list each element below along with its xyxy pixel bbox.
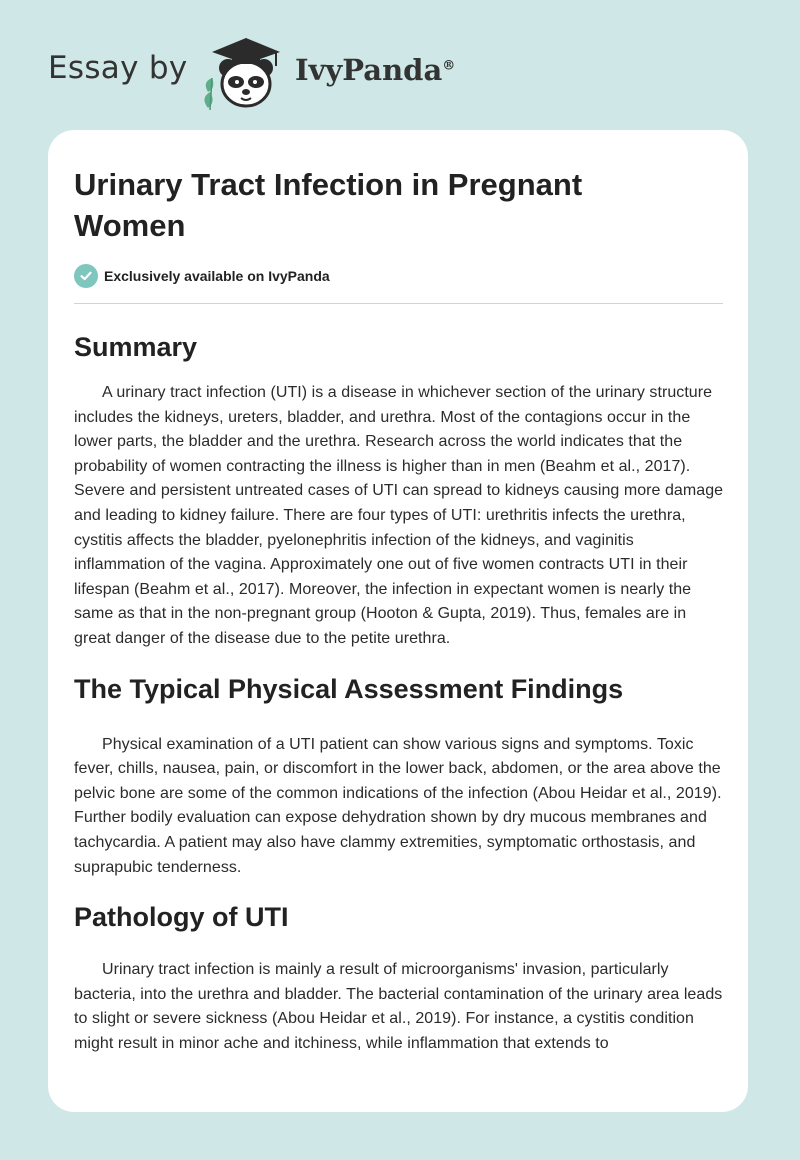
essay-card <box>48 130 748 1112</box>
section-paragraph-assessment: Physical examination of a UTI patient can show various signs and symptoms. Toxic fever, chills, nausea, pain, or discomfort in the lower back, abdomen, or the area above the pelvic bone are some of the common indications of the infection (Abou Heidar et al., 2019). Further bodily evaluation can expose dehydration shown by dry mucous membranes and tachycardia. A patient may also have clammy extremities, symptomatic orthostasis, and suprapubic tenderness. <box>74 735 722 876</box>
site-header <box>0 0 800 130</box>
essay-content <box>74 325 724 1056</box>
ivypanda-logo-text[interactable]: IvyPanda® <box>295 53 456 87</box>
section-heading-summary: Summary <box>74 332 198 362</box>
section-paragraph-summary: A urinary tract infection (UTI) is a disease in whichever section of the urinary structure includes the kidneys, ureters, bladder, and urethra. Most of the contagions occur in the lower parts, the bladder and the urethra. Research across the world indicates that the probability of women contracting the illness is higher than in men (Beahm et al., 2017). Severe and persistent untreated cases of UTI can spread to kidneys causing more damage and leading to kidney failure. There are four types of UTI: urethritis infects the urethra, cystitis affects the bladder, pyelonephritis infection of the kidneys, and vaginitis inflammation of the vagina. Approximately one out of five women contracts UTI in their lifespan (Beahm et al., 2017). Moreover, the infection in expectant women is nearly the same as that in the non-pregnant group (Hooton & Gupta, 2019). Thus, females are in great danger of the disease due to the petite urethra. <box>74 384 724 647</box>
section-paragraph-pathology: Urinary tract infection is mainly a result of microorganisms' invasion, particularly bacteria, into the urethra and bladder. The bacterial contamination of the urinary area leads to slight or severe sickness (Abou Heidar et al., 2019). For instance, a cystitis condition might result in minor ache and itchiness, while inflammation that extends to <box>74 961 723 1052</box>
essay-by-label: Essay by <box>48 50 188 86</box>
exclusive-badge <box>74 264 330 288</box>
section-heading-pathology: Pathology of UTI <box>74 902 289 933</box>
check-circle-icon <box>74 264 98 288</box>
divider <box>74 303 723 304</box>
page-title: Urinary Tract Infection in Pregnant Women <box>74 167 583 243</box>
section-heading-assessment: The Typical Physical Assessment Findings <box>74 673 624 704</box>
panda-graduate-icon[interactable] <box>198 32 294 112</box>
badge-text: Exclusively available on IvyPanda <box>104 268 330 284</box>
